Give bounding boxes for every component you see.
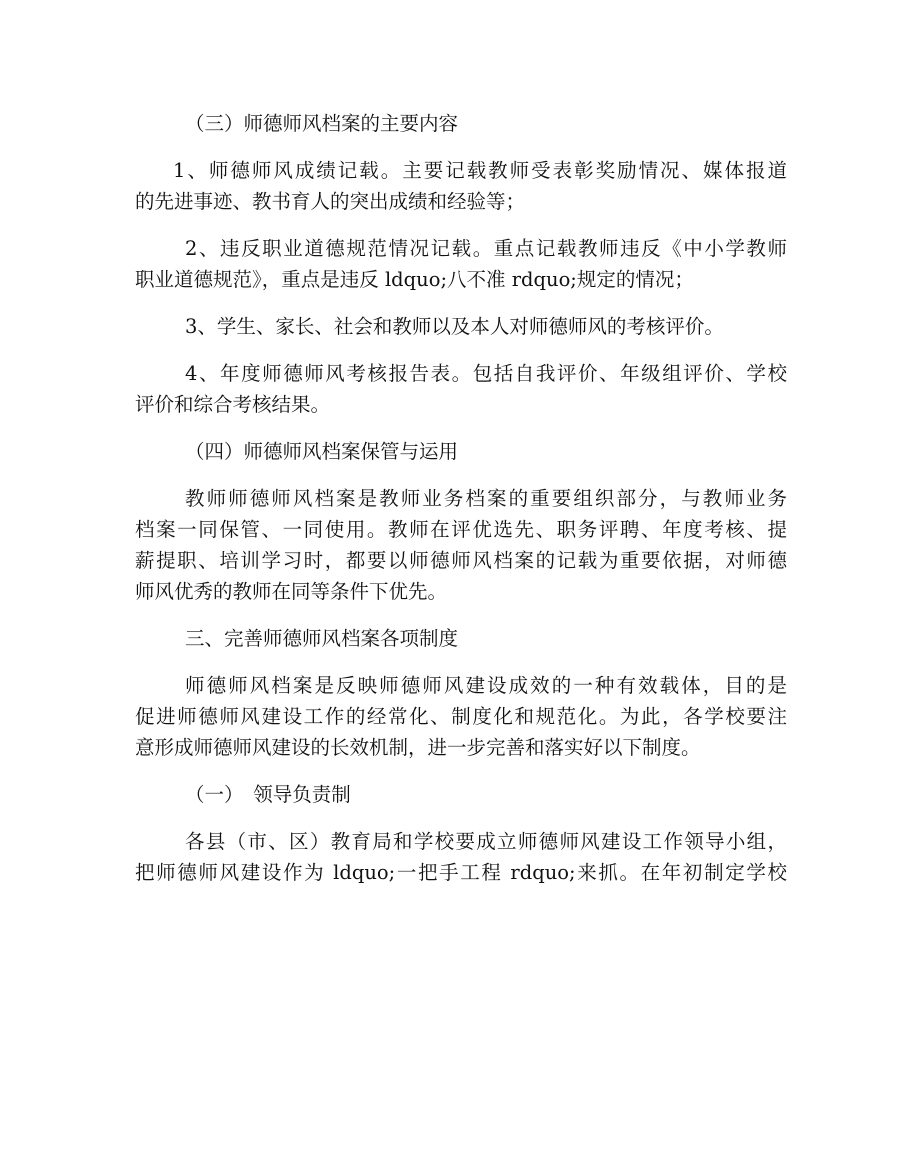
text-line: 意形成师德师风建设的长效机制，进一步完善和落实好以下制度。 [135,736,701,759]
paragraph-item-3 [135,311,787,342]
text-line: 师德师风档案是反映师德师风建设成效的一种有效载体，目的是 [185,674,787,697]
text-line: 教师师德师风档案是教师业务档案的重要组织部分，与教师业务 [185,487,787,510]
text-line: 档案一同保管、一同使用。教师在评优选先、职务评聘、年度考核、提 [135,518,787,541]
paragraph-item-4 [135,358,787,420]
paragraph-leadership [135,826,787,888]
paragraph-item-2 [135,233,787,295]
text-line: （四）师德师风档案保管与运用 [185,440,459,463]
paragraph-item-1 [135,155,787,217]
paragraph-section-4-heading [135,436,787,467]
text-line: 师风优秀的教师在同等条件下优先。 [135,580,448,603]
text-line: 3、学生、家长、社会和教师以及本人对师德师风的考核评价。 [185,315,724,338]
text-line: 各县（市、区）教育局和学校要成立师德师风建设工作领导小组， [185,830,787,853]
paragraph-subsection-1-heading [135,779,787,810]
text-line: 促进师德师风建设工作的经常化、制度化和规范化。为此，各学校要注 [135,705,787,728]
text-line: 职业道德规范》，重点是违反 ldquo;八不准 rdquo;规定的情况； [135,268,694,291]
paragraph-archive-purpose [135,670,787,763]
paragraph-chapter-3-heading [135,623,787,654]
text-line: 把师德师风建设作为 ldquo;一把手工程 rdquo;来抓。在年初制定学校 [135,861,787,884]
paragraph-archive-usage [135,483,787,607]
text-line: 4、年度师德师风考核报告表。包括自我评价、年级组评价、学校 [185,362,787,385]
document-body [135,108,787,904]
text-line: （一） 领导负责制 [185,783,351,806]
paragraph-section-3-heading [135,108,787,139]
text-line: 三、完善师德师风档案各项制度 [185,627,459,650]
text-line: 2、违反职业道德规范情况记载。重点记载教师违反《中小学教师 [185,237,787,260]
text-line: 薪提职、培训学习时，都要以师德师风档案的记载为重要依据，对师德 [135,549,787,572]
text-line: 的先进事迹、教书育人的突出成绩和经验等； [135,190,526,213]
text-line: 1、师德师风成绩记载。主要记载教师受表彰奖励情况、媒体报道 [173,159,787,182]
text-line: 评价和综合考核结果。 [135,393,331,416]
text-line: （三）师德师风档案的主要内容 [185,112,459,135]
